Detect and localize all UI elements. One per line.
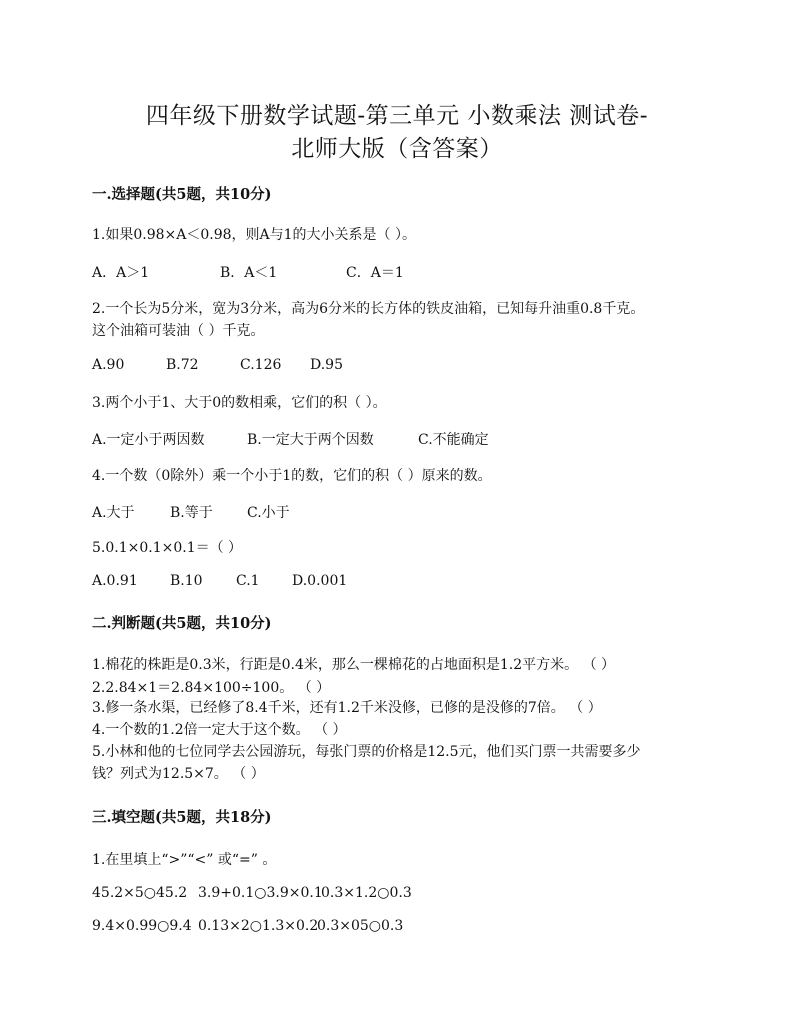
s2-question-5-line-1: 5.小林和他的七位同学去公园游玩，每张门票的价格是12.5元，他们买门票一共需要多少	[92, 744, 641, 760]
option-d: D.0.001	[292, 573, 348, 589]
option-b: B.一定大于两个因数	[247, 432, 374, 448]
s2-question-4: 4.一个数的1.2倍一定大于这个数。 （ ）	[92, 722, 347, 738]
option-a: A.0.91	[92, 573, 138, 589]
section-2-heading: 二.判断题(共5题，共10分)	[92, 615, 272, 632]
option-b: B．A＜1	[220, 265, 278, 281]
option-c: C．A＝1	[346, 265, 404, 281]
document-title-line-1: 四年级下册数学试题-第三单元 小数乘法 测试卷-	[145, 103, 649, 129]
s1-question-2-line-1: 2.一个长为5分米，宽为3分米，高为6分米的长方体的铁皮油箱，已知每升油重0.8千克。	[92, 301, 645, 317]
comparison-item: 45.2×5○45.2	[92, 885, 188, 901]
option-a: A.大于	[92, 505, 135, 521]
comparison-item: 9.4×0.99○9.4	[92, 918, 192, 934]
option-b: B.等于	[170, 505, 213, 521]
section-1-heading: 一.选择题(共5题，共10分)	[92, 186, 272, 203]
option-b: B.72	[166, 357, 199, 373]
option-c: C.不能确定	[418, 432, 489, 448]
option-b: B.10	[170, 573, 203, 589]
option-a: A.90	[92, 357, 125, 373]
comparison-item: 0.3×05○0.3	[317, 918, 404, 934]
s1-question-5: 5.0.1×0.1×0.1＝（ ）	[92, 540, 243, 556]
s3-question-1-intro: 1.在里填上“>”“<” 或“=” 。	[92, 852, 277, 868]
s1-question-2-line-2: 这个油箱可装油（ ）千克。	[92, 323, 265, 339]
s1-question-4: 4.一个数（0除外）乘一个小于1的数，它们的积（ ）原来的数。	[92, 468, 492, 484]
option-a: A.一定小于两因数	[92, 432, 205, 448]
section-3-heading: 三.填空题(共5题，共18分)	[92, 809, 272, 826]
s2-question-2: 2.2.84×1＝2.84×100÷100。 （ ）	[92, 680, 331, 696]
option-c: C.126	[240, 357, 282, 373]
comparison-item: 3.9+0.1○3.9×0.1	[198, 885, 323, 901]
document-title-line-2: 北师大版（含答案）	[291, 136, 503, 162]
option-c: C.小于	[247, 505, 290, 521]
s2-question-3: 3.修一条水渠，已经修了8.4千米，还有1.2千米没修，已修的是没修的7倍。 （ ）	[92, 700, 602, 716]
comparison-item: 0.13×2○1.3×0.2	[198, 918, 319, 934]
option-d: D.95	[310, 357, 343, 373]
comparison-item: 0.3×1.2○0.3	[321, 885, 412, 901]
s1-question-1: 1.如果0.98×A＜0.98，则A与1的大小关系是（ ）。	[92, 227, 417, 243]
option-c: C.1	[236, 573, 260, 589]
s1-question-3: 3.两个小于1、大于0的数相乘，它们的积（ ）。	[92, 395, 387, 411]
s2-question-5-line-2: 钱？列式为12.5×7。 （ ）	[92, 766, 265, 782]
option-a: A．A＞1	[92, 265, 150, 281]
s2-question-1: 1.棉花的株距是0.3米，行距是0.4米，那么一棵棉花的占地面积是1.2平方米。 （ ）	[92, 657, 616, 673]
